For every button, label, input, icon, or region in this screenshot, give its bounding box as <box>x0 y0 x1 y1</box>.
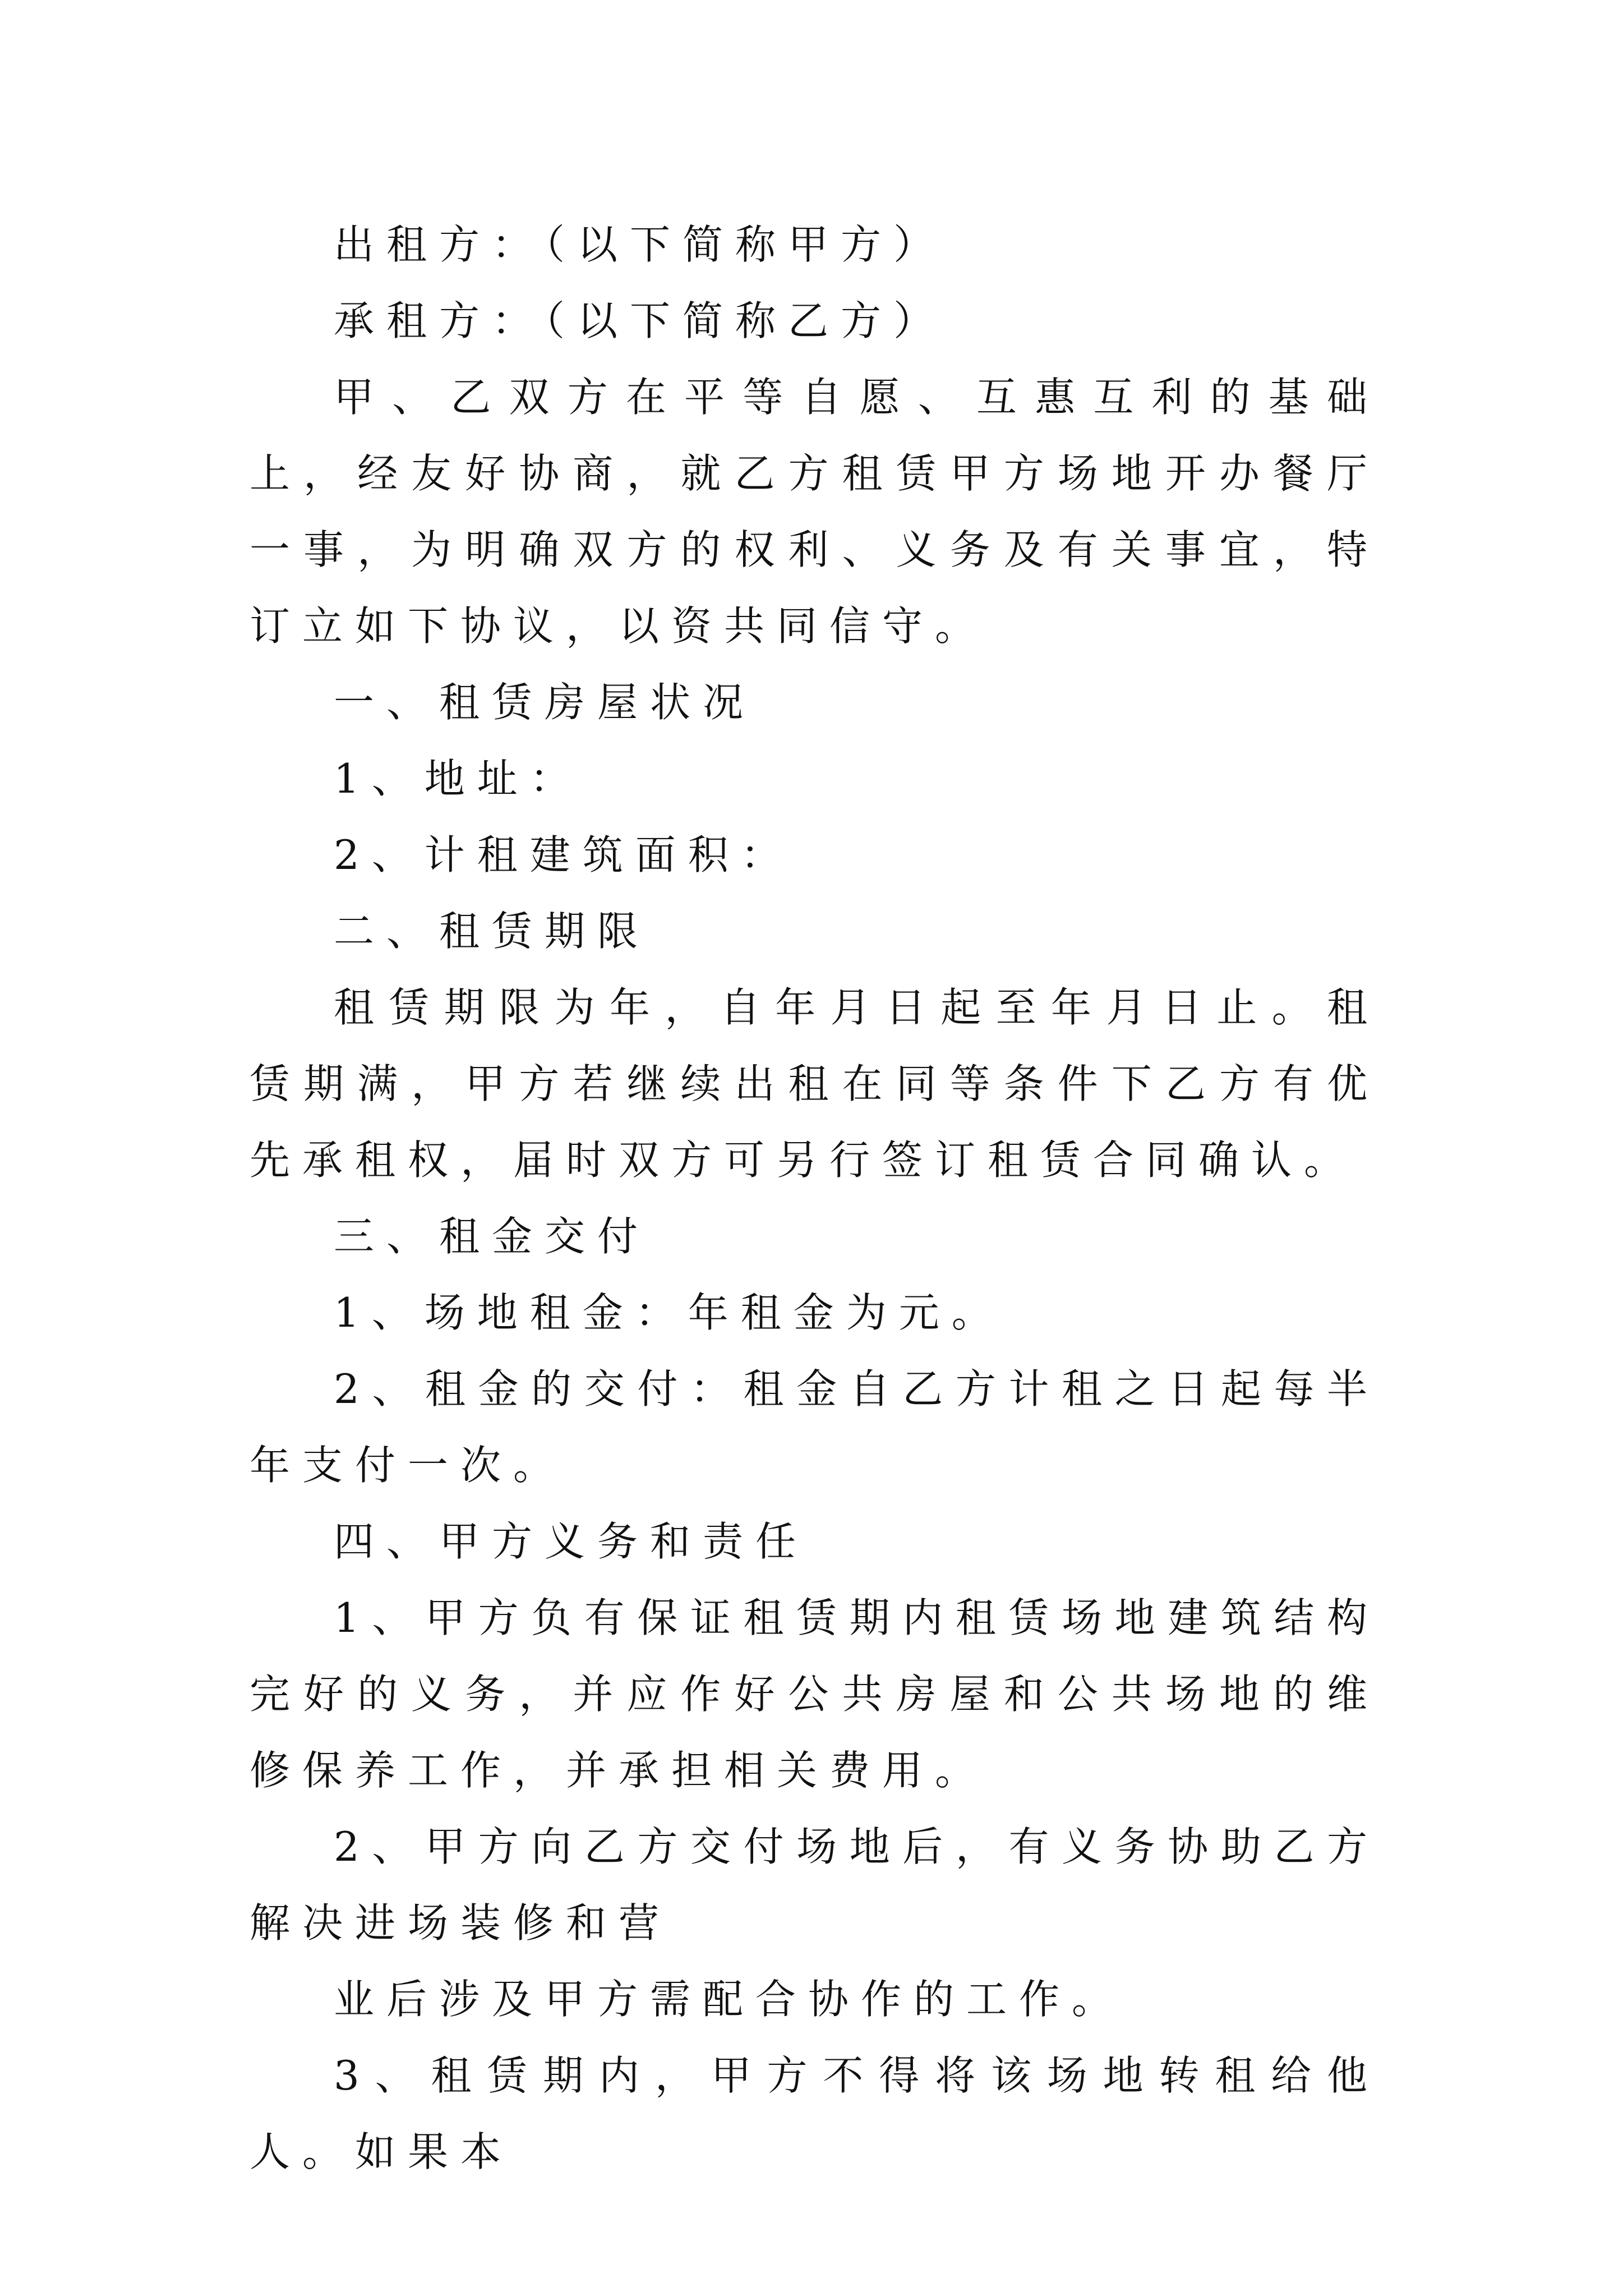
section-heading-lessor-duties: 四、甲方义务和责任 <box>334 1518 809 1565</box>
paragraph-lessor-duty-3: 3、租赁期内，甲方不得将该场地转租给他人。如果本 <box>250 2052 1380 2175</box>
paragraph-address: 1、地址： <box>334 755 583 802</box>
section-heading-rent: 三、租金交付 <box>334 1213 651 1260</box>
section-heading-term: 二、租赁期限 <box>334 908 651 955</box>
paragraph-lessor-duty-1: 1、甲方负有保证租赁期内租赁场地建筑结构完好的义务，并应作好公共房屋和公共场地的维修保养工作，并承担相关费用。 <box>250 1594 1380 1794</box>
paragraph-area: 2、计租建筑面积： <box>334 831 794 878</box>
paragraph-lessor-duty-2: 2、甲方向乙方交付场地后，有义务协助乙方解决进场装修和营 <box>250 1823 1380 1947</box>
document-body <box>250 206 1380 2190</box>
paragraph-rent-amount: 1、场地租金：年租金为元。 <box>334 1289 1004 1336</box>
paragraph-lessee: 承租方：（以下简称乙方） <box>334 297 947 344</box>
paragraph-lessor: 出租方：（以下简称甲方） <box>334 221 947 268</box>
paragraph-rent-payment: 2、租金的交付：租金自乙方计租之日起每半年支付一次。 <box>250 1365 1380 1489</box>
section-heading-premises: 一、租赁房屋状况 <box>334 679 756 726</box>
paragraph-preamble: 甲、乙双方在平等自愿、互惠互利的基础上，经友好协商，就乙方租赁甲方场地开办餐厅一事，为明确双方的权利、义务及有关事宜，特订立如下协议，以资共同信守。 <box>250 374 1380 650</box>
paragraph-term: 租赁期限为年，自年月日起至年月日止。租赁期满，甲方若继续出租在同等条件下乙方有优先承租权，届时双方可另行签订租赁合同确认。 <box>250 984 1380 1184</box>
paragraph-lessor-duty-2-continued: 业后涉及甲方需配合协作的工作。 <box>334 1976 1125 2023</box>
